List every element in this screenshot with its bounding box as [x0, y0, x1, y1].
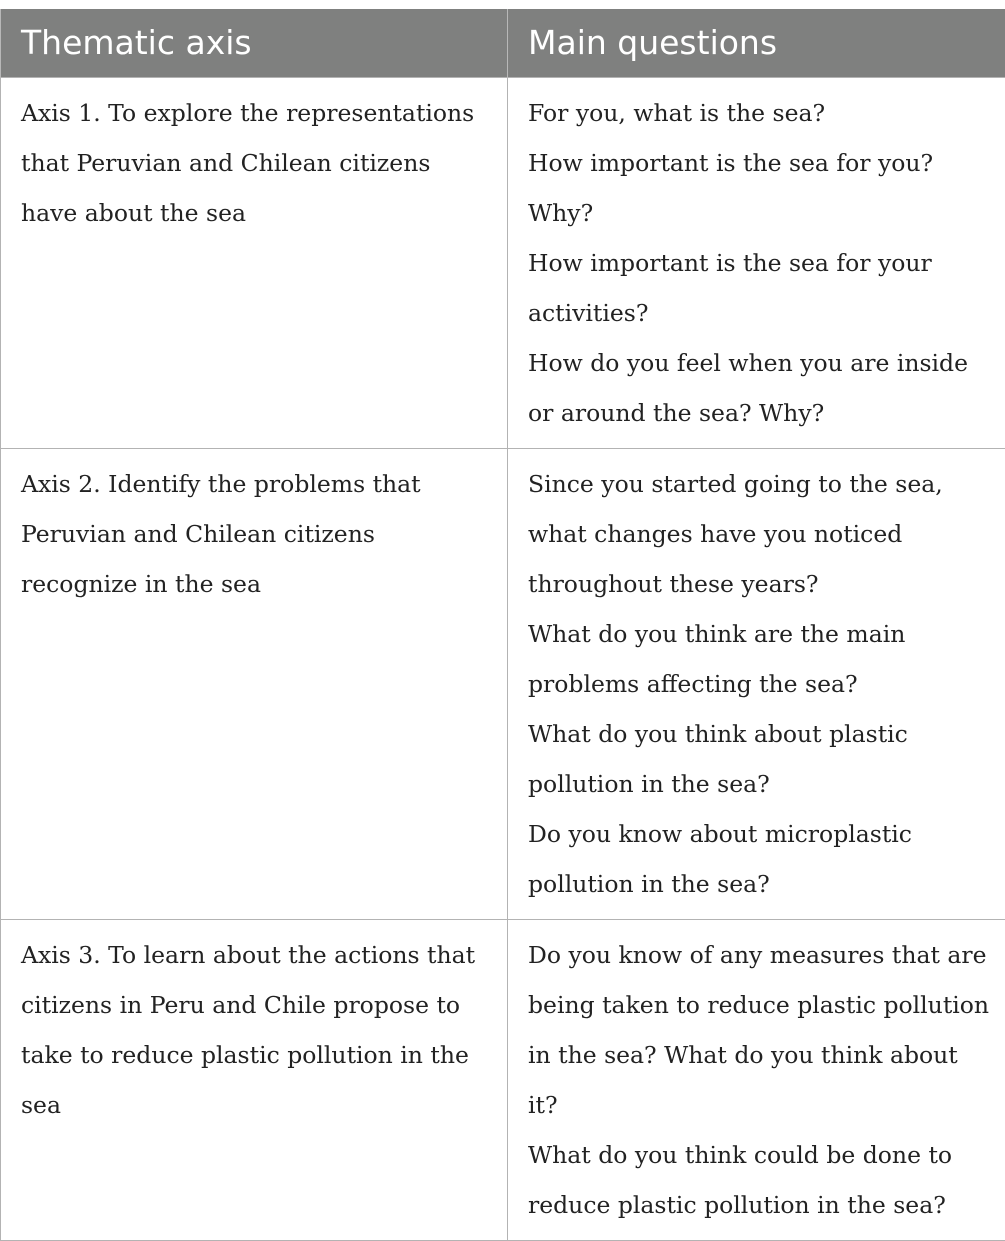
question-text: How do you feel when you are inside or around the sea? Why?	[528, 338, 991, 438]
questions-cell	[508, 919, 1005, 1240]
question-text: For you, what is the sea?	[528, 88, 991, 138]
axis-cell: Axis 1. To explore the representations that Peruvian and Chilean citizens have about the sea	[1, 77, 508, 448]
table-row	[1, 919, 1005, 1240]
interview-guide-table	[0, 9, 1005, 1241]
question-text: What do you think are the main problems affecting the sea?	[528, 609, 991, 709]
interview-guide-table-container	[0, 9, 1005, 1241]
questions-cell	[508, 77, 1005, 448]
question-text: Since you started going to the sea, what changes have you noticed throughout these years?	[528, 459, 991, 609]
table-row	[1, 77, 1005, 448]
question-text: Do you know about microplastic pollution in the sea?	[528, 809, 991, 909]
question-text: Do you know of any measures that are being taken to reduce plastic pollution in the sea? What do you think about it?	[528, 930, 991, 1130]
question-text: What do you think about plastic pollution in the sea?	[528, 709, 991, 809]
table-header	[1, 9, 1005, 77]
table-row	[1, 448, 1005, 919]
axis-cell: Axis 2. Identify the problems that Peruvian and Chilean citizens recognize in the sea	[1, 448, 508, 919]
header-main-questions: Main questions	[508, 9, 1005, 77]
header-row	[1, 9, 1005, 77]
axis-cell: Axis 3. To learn about the actions that citizens in Peru and Chile propose to take to reduce plastic pollution in the sea	[1, 919, 508, 1240]
question-text: What do you think could be done to reduce plastic pollution in the sea?	[528, 1130, 991, 1230]
questions-cell	[508, 448, 1005, 919]
header-thematic-axis: Thematic axis	[1, 9, 508, 77]
question-text: How important is the sea for your activities?	[528, 238, 991, 338]
question-text: How important is the sea for you? Why?	[528, 138, 991, 238]
table-body	[1, 77, 1005, 1240]
